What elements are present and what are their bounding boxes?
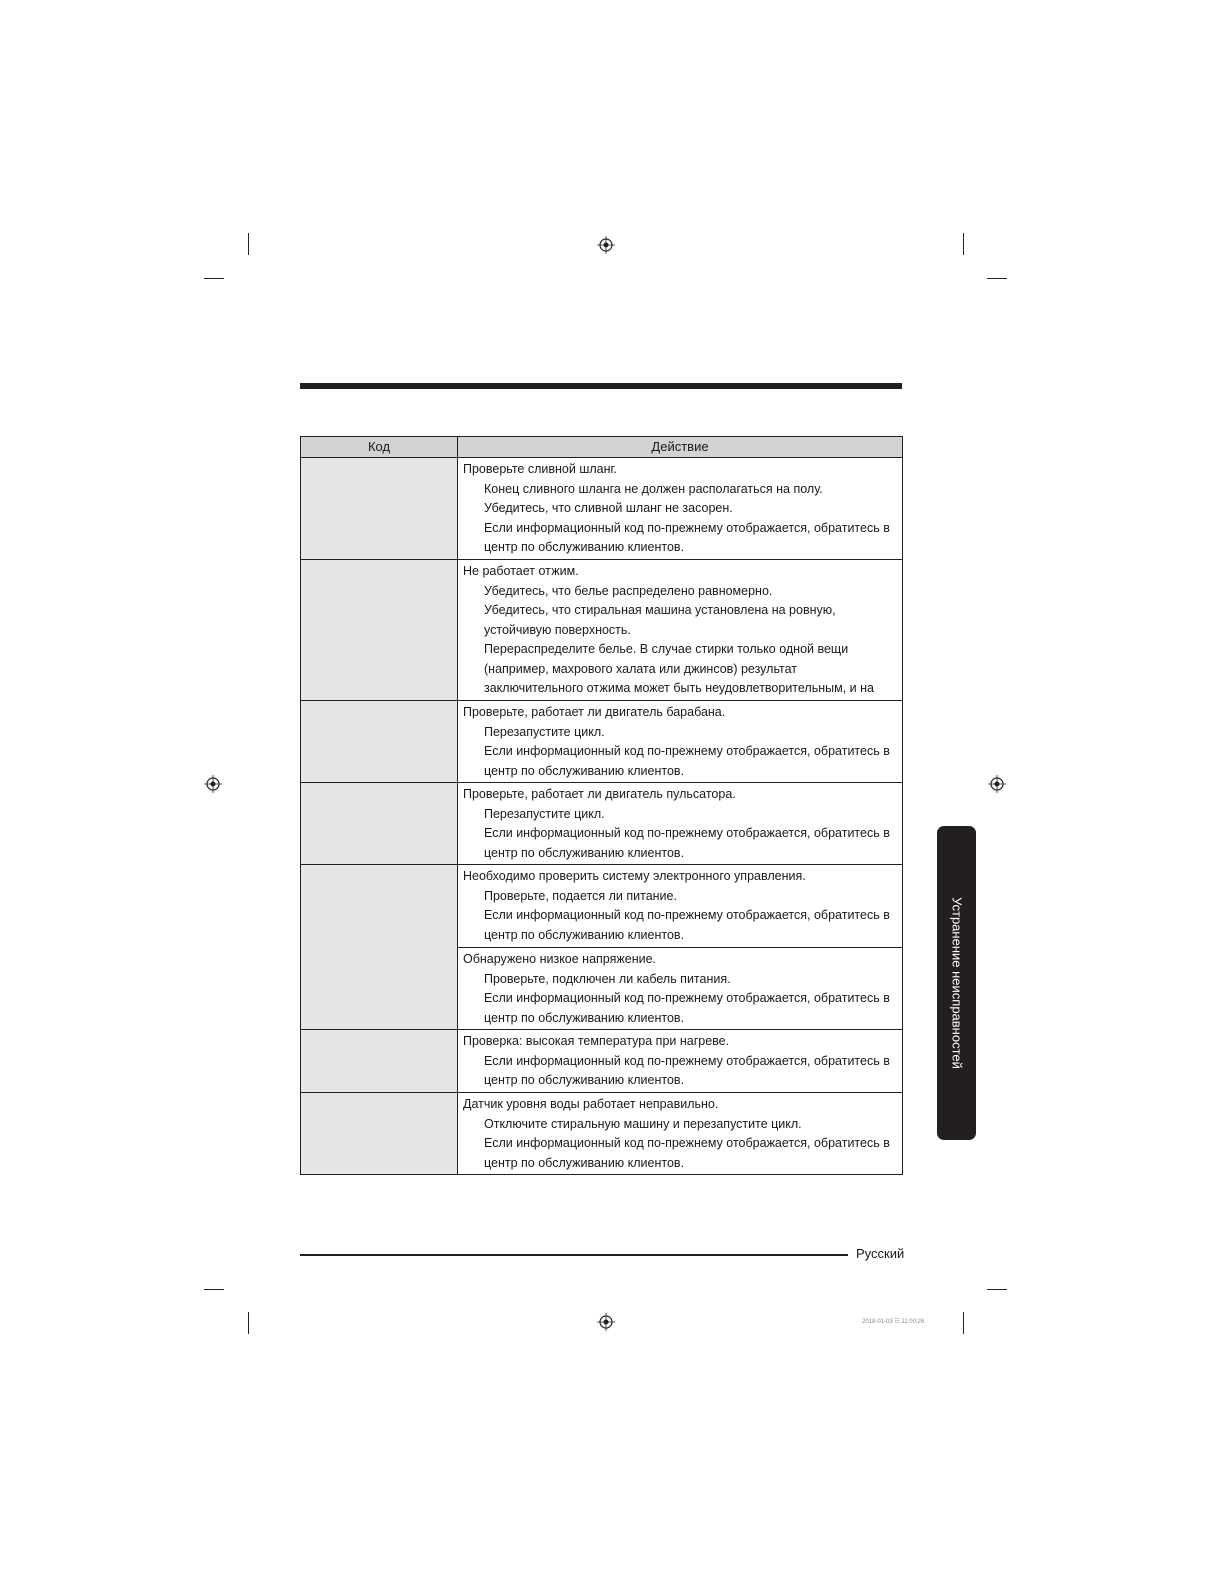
action-cell xyxy=(458,701,903,783)
registration-mark-icon xyxy=(597,236,615,254)
code-cell xyxy=(301,783,458,865)
code-cell xyxy=(301,1030,458,1093)
header-rule xyxy=(300,383,902,389)
table-row xyxy=(301,1093,903,1175)
action-heading: Проверьте сливной шланг. xyxy=(463,462,617,476)
action-step: Убедитесь, что сливной шланг не засорен. xyxy=(484,501,733,515)
action-heading: Датчик уровня воды работает неправильно. xyxy=(463,1097,719,1111)
table-row xyxy=(301,1030,903,1093)
crop-mark xyxy=(204,278,224,279)
action-cell xyxy=(458,560,903,701)
action-step: Если информационный код по-прежнему отображается, обратитесь в центр по обслуживанию клиентов. xyxy=(484,520,890,554)
section-side-tab-label: Устранение неисправностей xyxy=(949,897,964,1069)
action-step: Перераспределите белье. В случае стирки только одной вещи (например, махрового халата или джинсов) результат заключительного отжима может быть неудовлетворительным, и на xyxy=(484,642,874,695)
crop-mark xyxy=(987,1289,1007,1290)
action-step: Отключите стиральную машину и перезапустите цикл. xyxy=(484,1116,802,1131)
action-step: Конец сливного шланга не должен располагаться на полу. xyxy=(484,481,823,496)
action-step: Если информационный код по-прежнему отображается, обратитесь в центр по обслуживанию клиентов. xyxy=(484,744,890,778)
action-step: Проверьте, подключен ли кабель питания. xyxy=(484,971,731,986)
action-cell xyxy=(458,1030,903,1093)
action-cell xyxy=(458,458,903,560)
action-heading: Не работает отжим. xyxy=(463,564,579,578)
action-step: Если информационный код по-прежнему отображается, обратитесь в центр по обслуживанию клиентов. xyxy=(484,991,890,1025)
action-step: Перезапустите цикл. xyxy=(484,806,605,821)
action-cell xyxy=(458,865,903,948)
action-step: Если информационный код по-прежнему отображается, обратитесь в центр по обслуживанию клиентов. xyxy=(484,826,890,860)
code-cell xyxy=(301,560,458,701)
action-step: Если информационный код по-прежнему отображается, обратитесь в центр по обслуживанию клиентов. xyxy=(484,1136,890,1170)
table-row xyxy=(301,701,903,783)
crop-mark xyxy=(963,233,964,255)
registration-mark-icon xyxy=(204,775,222,793)
action-step: Проверьте, подается ли питание. xyxy=(484,888,677,903)
code-cell xyxy=(301,1093,458,1175)
action-heading: Проверьте, работает ли двигатель барабана. xyxy=(463,705,726,719)
crop-mark xyxy=(204,1289,224,1290)
info-code-table xyxy=(300,436,903,1175)
print-stamp: 2018-01-03 ☷ 11:00:26 xyxy=(862,1319,925,1325)
action-step: Если информационный код по-прежнему отображается, обратитесь в центр по обслуживанию клиентов. xyxy=(484,908,890,942)
action-heading: Обнаружено низкое напряжение. xyxy=(463,952,657,966)
action-heading: Проверьте, работает ли двигатель пульсатора. xyxy=(463,787,736,801)
action-step: Убедитесь, что стиральная машина установлена на ровную, устойчивую поверхность. xyxy=(484,603,836,637)
code-cell xyxy=(301,865,458,1030)
table-row xyxy=(301,560,903,701)
footer-rule xyxy=(300,1254,848,1256)
code-cell xyxy=(301,701,458,783)
registration-mark-icon xyxy=(988,775,1006,793)
registration-mark-icon xyxy=(597,1313,615,1331)
table-header-row xyxy=(301,437,903,458)
table-row xyxy=(301,458,903,560)
column-header-action: Действие xyxy=(458,437,903,458)
footer-language: Русский xyxy=(856,1246,905,1261)
action-heading: Необходимо проверить систему электронного управления. xyxy=(463,869,806,883)
action-cell xyxy=(458,948,903,1030)
column-header-code: Код xyxy=(301,437,458,458)
crop-mark xyxy=(248,233,249,255)
code-cell xyxy=(301,458,458,560)
crop-mark xyxy=(963,1312,964,1334)
table-row xyxy=(301,865,903,948)
section-side-tab xyxy=(937,826,976,1140)
crop-mark xyxy=(987,278,1007,279)
crop-mark xyxy=(248,1312,249,1334)
action-step: Убедитесь, что белье распределено равномерно. xyxy=(484,583,773,598)
action-heading: Проверка: высокая температура при нагреве. xyxy=(463,1034,730,1048)
action-step: Если информационный код по-прежнему отображается, обратитесь в центр по обслуживанию клиентов. xyxy=(484,1053,890,1087)
table-row xyxy=(301,783,903,865)
action-cell xyxy=(458,1093,903,1175)
action-cell xyxy=(458,783,903,865)
action-step: Перезапустите цикл. xyxy=(484,724,605,739)
